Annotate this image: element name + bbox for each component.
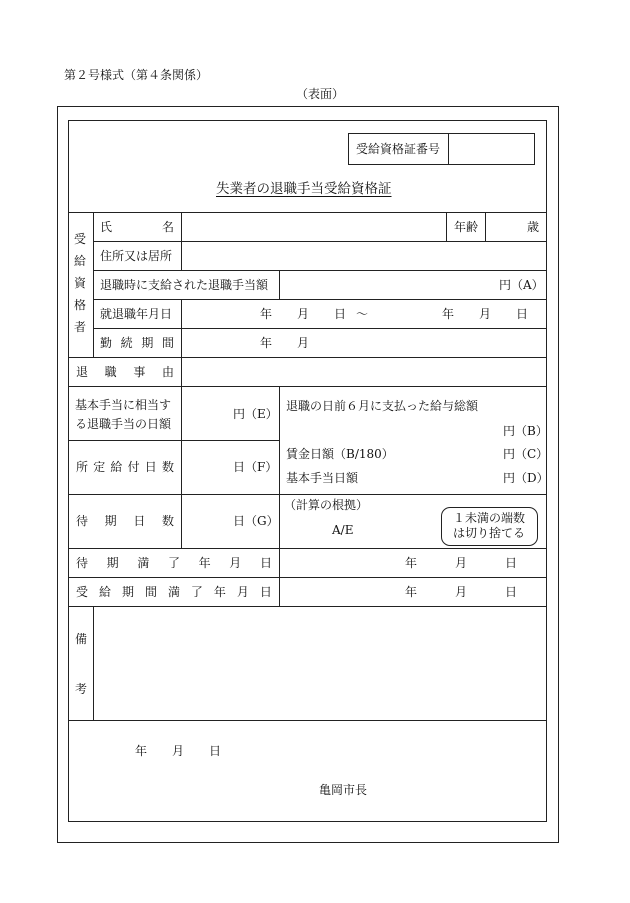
rounding-note-2: は切り捨てる <box>453 526 526 540</box>
form-number: 第２号様式（第４条関係） <box>64 68 209 82</box>
recipient-group-label: 受 給 資 格 者 <box>73 232 86 334</box>
issuer: 亀岡市長 <box>319 783 368 797</box>
calc-basis-label: （計算の根拠） <box>284 498 369 512</box>
issue-year-unit: 年 <box>135 744 148 758</box>
benefit-end-label: 受 給 期 間 満 了 年 月 日 <box>76 585 272 599</box>
name-label: 氏 名 <box>100 220 174 234</box>
address-label: 住所又は居所 <box>100 249 173 263</box>
age-label: 年齢 <box>454 220 479 234</box>
prescribed-days-unit: 日（F） <box>233 460 278 474</box>
retirement-allowance-unit: 円（A） <box>499 278 544 292</box>
waiting-days-unit: 日（G） <box>233 514 279 528</box>
prescribed-days-label: 所 定 給 付 日 数 <box>76 460 174 474</box>
waiting-end-label: 待 期 満 了 年 月 日 <box>76 556 272 570</box>
retirement-reason-label: 退 職 事 由 <box>76 365 174 379</box>
waiting-days-label: 待 期 日 数 <box>76 514 174 528</box>
basic-daily-label: 基本手当日額 <box>286 471 359 485</box>
wage-daily-unit: 円（C） <box>503 447 549 461</box>
total-pay-label: 退職の日前６月に支払った給与総額 <box>286 399 479 413</box>
rounding-note-1: １未満の端数 <box>453 511 526 525</box>
daily-allowance-label-2: る退職手当の日額 <box>75 417 172 431</box>
side-label: （表面） <box>296 87 345 101</box>
remarks-label-2: 考 <box>75 682 88 696</box>
certificate-title: 失業者の退職手当受給資格証 <box>216 181 392 197</box>
cert-no-label: 受給資格証番号 <box>356 142 441 156</box>
issue-month-unit: 月 <box>172 744 185 758</box>
wage-daily-label: 賃金日額（B/180） <box>286 447 394 461</box>
retirement-allowance-label: 退職時に支給された退職手当額 <box>100 278 269 292</box>
calc-formula: A/E <box>332 523 354 537</box>
daily-allowance-label-1: 基本手当に相当す <box>75 398 172 412</box>
service-period-label: 勤 続 期 間 <box>100 336 174 350</box>
total-pay-unit: 円（B） <box>503 424 548 438</box>
daily-allowance-unit: 円（E） <box>233 407 278 421</box>
age-unit: 歳 <box>527 220 540 234</box>
basic-daily-unit: 円（D） <box>503 471 549 485</box>
employment-period-label: 就退職年月日 <box>100 307 173 321</box>
remarks-label-1: 備 <box>75 632 88 646</box>
issue-day-unit: 日 <box>209 744 222 758</box>
